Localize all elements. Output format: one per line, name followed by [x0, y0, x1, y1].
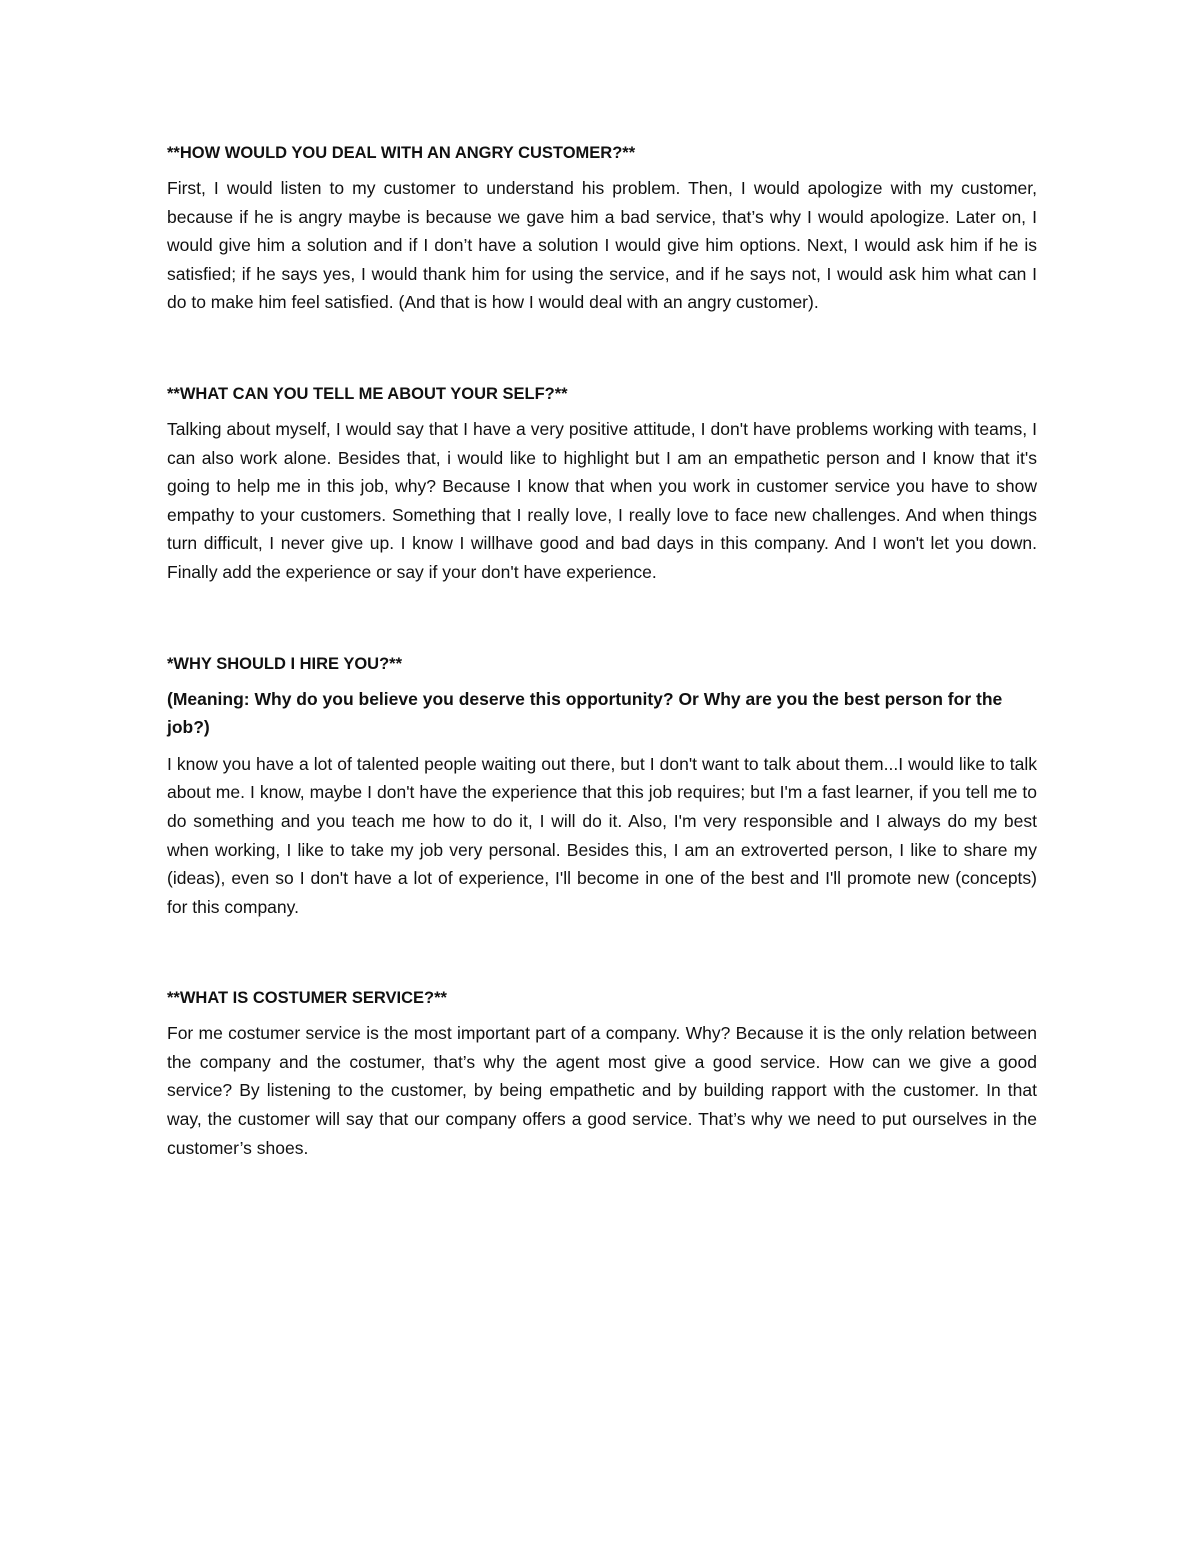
section-body: First, I would listen to my customer to understand his problem. Then, I would apologize with my customer, because if he is angry maybe is because we gave him a bad service, that’s why I would apologize. Later on, I would give him a solution and if I don’t have a solution I would give him options. Next, I would ask him if he is satisfied; if he says yes, I would thank him for using the service, and if he says not, I would ask him what can I do to make him feel satisfied. (And that is how I would deal with an angry customer). [167, 178, 1037, 313]
section-body: For me costumer service is the most important part of a company. Why? Because it is the only relation between the company and the costumer, that’s why the agent most give a good service. How can we give a good service? By listening to the customer, by being empathetic and by building rapport with the customer. In that way, the customer will say that our company offers a good service. That’s why we need to put ourselves in the customer’s shoes. [167, 1023, 1037, 1158]
section-why-hire-you [167, 651, 1037, 922]
section-subheading: (Meaning: Why do you believe you deserve this opportunity? Or Why are you the best person for the job?) [167, 688, 1003, 738]
section-heading: **HOW WOULD YOU DEAL WITH AN ANGRY CUSTOMER?** [167, 144, 636, 162]
section-customer-service [167, 985, 1037, 1162]
section-heading: **WHAT CAN YOU TELL ME ABOUT YOUR SELF?** [167, 384, 568, 403]
section-angry-customer [167, 140, 1037, 317]
section-heading: **WHAT IS COSTUMER SERVICE?** [167, 989, 447, 1008]
section-heading: *WHY SHOULD I HIRE YOU?** [167, 654, 403, 673]
section-body: I know you have a lot of talented people waiting out there, but I don't want to talk about them...I would like to talk about me. I know, maybe I don't have the experience that this job requires; but I'm a fast learner, if you tell me to do something and you teach me how to do it, I will do it. Also, I'm very responsible and I always do my best when working, I like to take my job very personal. Besides this, I am an extroverted person, I like to share my (ideas), even so I don't have a lot of experience, I'll become in one of the best and I'll promote new (concepts) for this company. [167, 753, 1037, 917]
document-content [167, 140, 1037, 1162]
section-body: Talking about myself, I would say that I have a very positive attitude, I don't have problems working with teams, I can also work alone. Besides that, i would like to highlight but I am an empathetic person and I know that it's going to help me in this job, why? Because I know that when you work in customer service you have to show empathy to your customers. Something that I really love, I really love to face new challenges. And when things turn difficult, I never give up. I know I willhave good and bad days in this company. And I won't let you down. Finally add the experience or say if your don't have experience. [167, 418, 1037, 582]
section-about-yourself [167, 381, 1037, 587]
